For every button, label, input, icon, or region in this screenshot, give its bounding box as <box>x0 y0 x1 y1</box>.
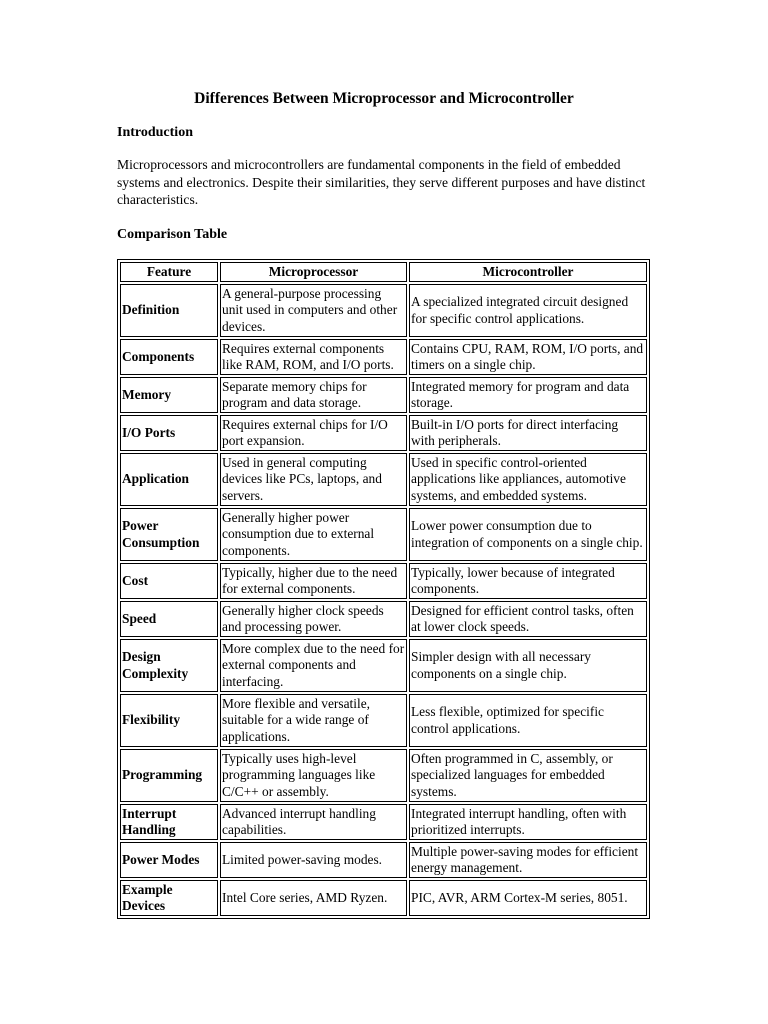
table-row <box>120 639 647 692</box>
microprocessor-cell: Advanced interrupt handling capabilities. <box>220 804 407 840</box>
table-row <box>120 339 647 375</box>
table-row <box>120 749 647 802</box>
microprocessor-cell: More flexible and versatile, suitable for a wide range of applications. <box>220 694 407 747</box>
microprocessor-cell: Typically uses high-level programming languages like C/C++ or assembly. <box>220 749 407 802</box>
microcontroller-cell: A specialized integrated circuit designed for specific control applications. <box>409 284 647 337</box>
table-row <box>120 804 647 840</box>
table-row <box>120 842 647 878</box>
comparison-heading: Comparison Table <box>117 227 228 242</box>
document-title: Differences Between Microprocessor and Microcontroller <box>194 90 574 107</box>
microprocessor-cell: Requires external chips for I/O port expansion. <box>220 415 407 451</box>
feature-cell: Power Consumption <box>120 508 218 561</box>
feature-cell: Flexibility <box>120 694 218 747</box>
microcontroller-cell: Less flexible, optimized for specific control applications. <box>409 694 647 747</box>
microcontroller-cell: PIC, AVR, ARM Cortex-M series, 8051. <box>409 880 647 916</box>
feature-cell: I/O Ports <box>120 415 218 451</box>
microcontroller-cell: Designed for efficient control tasks, often at lower clock speeds. <box>409 601 647 637</box>
table-row <box>120 377 647 413</box>
microprocessor-cell: More complex due to the need for external components and interfacing. <box>220 639 407 692</box>
feature-cell: Programming <box>120 749 218 802</box>
microprocessor-cell: Used in general computing devices like PCs, laptops, and servers. <box>220 453 407 506</box>
table-row <box>120 415 647 451</box>
header-feature: Feature <box>120 262 218 282</box>
feature-cell: Memory <box>120 377 218 413</box>
feature-cell: Example Devices <box>120 880 218 916</box>
table-row <box>120 601 647 637</box>
microcontroller-cell: Integrated interrupt handling, often with prioritized interrupts. <box>409 804 647 840</box>
microprocessor-cell: Limited power-saving modes. <box>220 842 407 878</box>
table-header-row <box>120 262 647 282</box>
feature-cell: Definition <box>120 284 218 337</box>
microcontroller-cell: Integrated memory for program and data storage. <box>409 377 647 413</box>
header-microcontroller: Microcontroller <box>409 262 647 282</box>
microcontroller-cell: Simpler design with all necessary components on a single chip. <box>409 639 647 692</box>
feature-cell: Application <box>120 453 218 506</box>
microprocessor-cell: Separate memory chips for program and data storage. <box>220 377 407 413</box>
microcontroller-cell: Used in specific control-oriented applications like appliances, automotive systems, and embedded systems. <box>409 453 647 506</box>
table-row <box>120 453 647 506</box>
microcontroller-cell: Typically, lower because of integrated components. <box>409 563 647 599</box>
microcontroller-cell: Built-in I/O ports for direct interfacing with peripherals. <box>409 415 647 451</box>
microcontroller-cell: Often programmed in C, assembly, or specialized languages for embedded systems. <box>409 749 647 802</box>
microprocessor-cell: A general-purpose processing unit used in computers and other devices. <box>220 284 407 337</box>
feature-cell: Design Complexity <box>120 639 218 692</box>
table-row <box>120 880 647 916</box>
microprocessor-cell: Requires external components like RAM, ROM, and I/O ports. <box>220 339 407 375</box>
microprocessor-cell: Generally higher power consumption due to external components. <box>220 508 407 561</box>
microprocessor-cell: Typically, higher due to the need for external components. <box>220 563 407 599</box>
table-row <box>120 694 647 747</box>
introduction-paragraph: Microprocessors and microcontrollers are fundamental components in the field of embedded systems and electronics. Despite their similarities, they serve different purposes and have distinct characteristics. <box>117 157 646 207</box>
comparison-table <box>117 259 650 919</box>
feature-cell: Speed <box>120 601 218 637</box>
table-row <box>120 508 647 561</box>
table-row <box>120 563 647 599</box>
microcontroller-cell: Multiple power-saving modes for efficient energy management. <box>409 842 647 878</box>
table-row <box>120 284 647 337</box>
introduction-heading: Introduction <box>117 125 193 140</box>
feature-cell: Cost <box>120 563 218 599</box>
microcontroller-cell: Lower power consumption due to integration of components on a single chip. <box>409 508 647 561</box>
microprocessor-cell: Generally higher clock speeds and processing power. <box>220 601 407 637</box>
feature-cell: Interrupt Handling <box>120 804 218 840</box>
feature-cell: Power Modes <box>120 842 218 878</box>
microprocessor-cell: Intel Core series, AMD Ryzen. <box>220 880 407 916</box>
microcontroller-cell: Contains CPU, RAM, ROM, I/O ports, and timers on a single chip. <box>409 339 647 375</box>
feature-cell: Components <box>120 339 218 375</box>
header-microprocessor: Microprocessor <box>220 262 407 282</box>
